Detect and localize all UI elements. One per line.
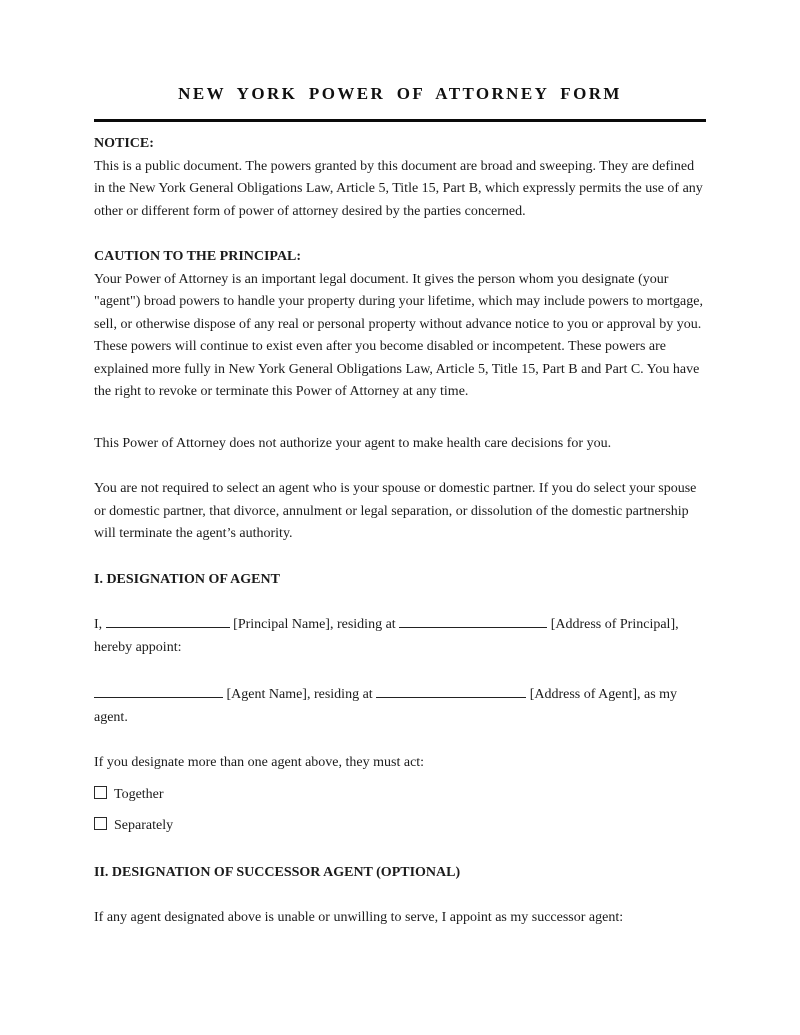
separately-option[interactable] <box>94 815 706 838</box>
principal-address-label: [Address of Principal], hereby appoint: <box>94 617 679 655</box>
agent-designation-line <box>94 684 706 729</box>
principal-name-field[interactable] <box>106 614 230 628</box>
separately-label: Separately <box>114 818 174 833</box>
title-divider <box>94 119 706 122</box>
agent-name-field[interactable] <box>94 684 223 698</box>
principal-designation-line <box>94 614 706 659</box>
agent-line-suffix: as my agent. <box>94 687 678 725</box>
notice-section <box>94 133 706 223</box>
agent-address-field[interactable] <box>376 684 526 698</box>
caution-section <box>94 246 706 404</box>
successor-agent-paragraph: If any agent designated above is unable or unwilling to serve, I appoint as my successor agent: <box>94 910 624 925</box>
agent-name-label: [Agent Name], residing at <box>226 687 373 702</box>
document-title: NEW YORK POWER OF ATTORNEY FORM <box>178 84 622 103</box>
spouse-paragraph: You are not required to select an agent who is your spouse or domestic partner. If you do select your spouse or domestic partner, that divorce, annulment or legal separation, or dissolution of the domestic partnership will terminate the agent’s authority. <box>94 481 697 541</box>
together-checkbox[interactable] <box>94 786 107 799</box>
together-option[interactable] <box>94 784 706 807</box>
notice-heading: NOTICE: <box>94 136 154 151</box>
health-care-paragraph: This Power of Attorney does not authorize your agent to make health care decisions for you. <box>94 435 612 451</box>
caution-body: Your Power of Attorney is an important legal document. It gives the person whom you designate (your "agent") broad powers to handle your property during your lifetime, which may include powers to mortgage, sell, or otherwise dispose of any real or personal property without advance notice to you or approval by you. These powers will continue to exist even after you become disabled or incompetent. These powers are explained more fully in New York General Obligations Law, Article 5, Title 15, Part B and Part C. You have the right to revoke or terminate this Power of Attorney at any time. <box>94 271 703 399</box>
separately-checkbox[interactable] <box>94 817 107 830</box>
multi-agent-prompt: If you designate more than one agent above, they must act: <box>94 755 425 770</box>
caution-heading: CAUTION TO THE PRINCIPAL: <box>94 249 302 264</box>
together-label: Together <box>114 786 164 802</box>
section-1-heading: I. DESIGNATION OF AGENT <box>94 571 280 587</box>
principal-name-label: [Principal Name], residing at <box>233 617 396 632</box>
principal-address-field[interactable] <box>399 614 547 628</box>
notice-body: This is a public document. The powers granted by this document are broad and sweeping. They are defined in the New York General Obligations Law, Article 5, Title 15, Part B, which expressly permits the use of any other or different form of power of attorney desired by the parties concerned. <box>94 158 703 219</box>
section-2-heading: II. DESIGNATION OF SUCCESSOR AGENT (OPTIONAL) <box>94 864 461 880</box>
principal-line-prefix: I, <box>94 617 103 632</box>
agent-address-label: [Address of Agent], <box>529 687 641 702</box>
